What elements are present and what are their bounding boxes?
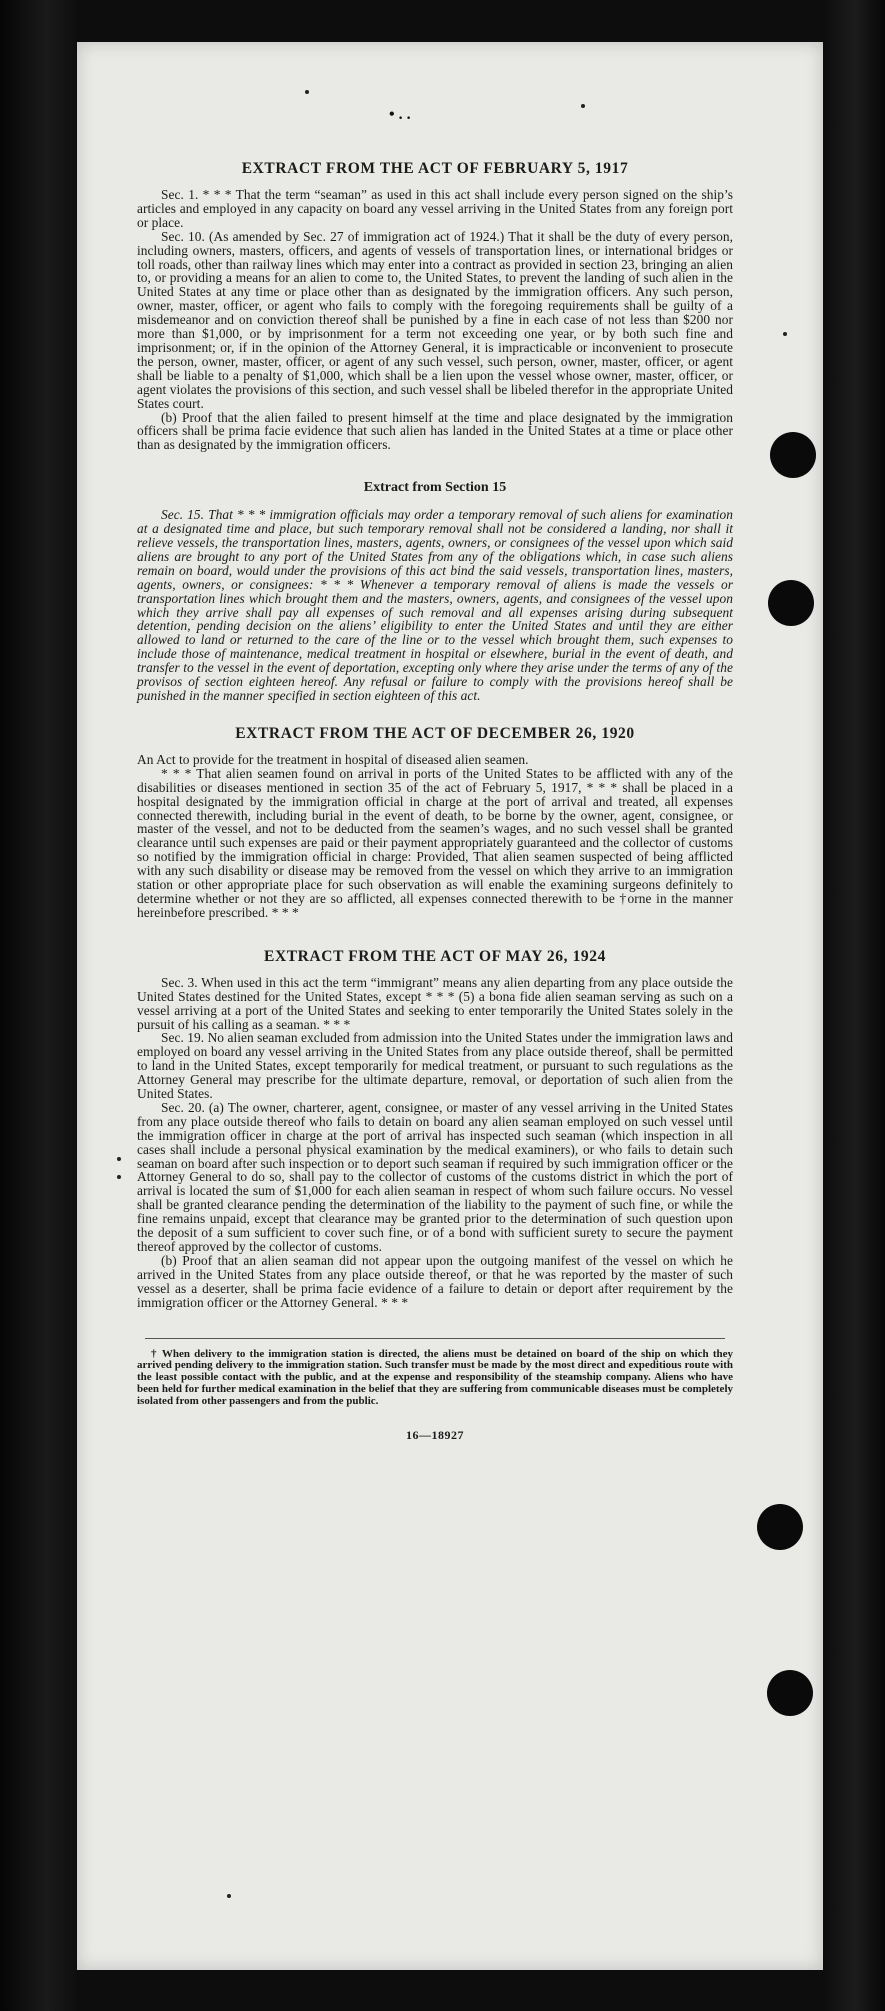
scan-speck [117, 1157, 121, 1161]
punch-hole-4 [767, 1670, 813, 1716]
footnote: † When delivery to the immigration station is directed, the aliens must be detained on board of the ship on which they arrived pending delivery to the immigration station. Such transfer must be made by the most direct and expeditious route with the least possible contact with the public, and at the expense and responsibility of the steamship company. Aliens who have been held for further medical examination in the belief that they are suffering from communicable diseases must be completely isolated from other passengers and from the public. [137, 1347, 733, 1407]
paragraph-sec-10-b: (b) Proof that the alien failed to present himself at the time and place designated by the immigration officers shall be prima facie evidence that such alien has landed in the United States at a time or place other than as designated by the immigration officers. [137, 409, 733, 453]
footnote-divider [145, 1338, 725, 1339]
section-act-1924 [137, 948, 733, 1310]
paragraph-act-1920-title: An Act to provide for the treatment in hospital of diseased alien seamen. [137, 751, 529, 767]
paragraph-sec-1: Sec. 1. * * * That the term “seaman” as used in this act shall include every person signed on the ship’s articles and employed in any capacity on board any vessel arriving in the United States from any foreign port or place. [137, 187, 733, 230]
print-code: 16—18927 [406, 1427, 464, 1442]
section-act-1917 [137, 160, 733, 452]
scan-speck [227, 1894, 231, 1898]
paragraph-sec-20: Sec. 20. (a) The owner, charterer, agent, consignee, or master of any vessel arriving in the United States from any place outside thereof who fails to detain on board any alien seaman employed on such vessel until the immigration officer in charge at the port of arrival has inspected such seaman (which inspection in all cases shall include a personal physical examination by the medical examiners), or who fails to detain such seaman on board after such inspection or to deport such seaman if required by such immigration officer or the Attorney General to do so, shall pay to the collector of customs of the customs district in which the port of arrival is located the sum of $1,000 for each alien seaman in respect of whom such failure occurs. No vessel shall be granted clearance pending the determination of the liability to the payment of such fine, or while the fine remains unpaid, except that clearance may be granted prior to the determination of such question upon the deposit of a sum sufficient to cover such fine, or of a bond with sufficient surety to secure the payment thereof approved by the collector of customs. [137, 1099, 733, 1254]
paragraph-act-1920-body: * * * That alien seamen found on arrival in ports of the United States to be afflicted with any of the disabilities or diseases mentioned in section 35 of the act of February 5, 1917, * * * shall be placed in a hospital designated by the immigration official in charge at the port of arrival and treated, all expenses connected therewith, including burial in the event of death, to be borne by the owner, agent, consignee, or master of the vessel, and not to be deducted from the seamen’s wages, and no such vessel shall be granted clearance until such expenses are paid or their payment appropriately guaranteed and the collector of customs so notified by the immigration official in charge: Provided, That alien seamen suspected of being afflicted with any such disability or disease may be removed from the vessel on which they arrive to an immigration station or other appropriate place for such observation as will enable the examining surgeons definitely to determine whether or not they are so afflicted, all expenses connected therewith to be †orne in the manner hereinbefore prescribed. * * * [137, 765, 733, 920]
section-act-1920 [137, 725, 733, 920]
heading-act-1920: EXTRACT FROM THE ACT OF DECEMBER 26, 1920 [235, 724, 635, 742]
document-page [77, 42, 823, 1970]
document-body [137, 160, 733, 1455]
heading-act-1917: EXTRACT FROM THE ACT OF FEBRUARY 5, 1917 [241, 160, 629, 177]
punch-hole-3 [757, 1504, 803, 1550]
paragraph-sec-10: Sec. 10. (As amended by Sec. 27 of immigration act of 1924.) That it shall be the duty of every person, including owners, masters, officers, and agents of vessels of transportation lines, or international bridges or toll roads, other than railway lines which may enter into a contract as provided in section 23, bringing an alien to, or providing a means for an alien to come to, the United States, to prevent the landing of such alien in the United States at any time or place other than as designated by the immigration officers. Any such person, owner, master, officer, or agent who fails to comply with the foregoing requirements shall be guilty of a misdemeanor and on conviction thereof shall be punished by a fine in each case of not less than $200 nor more than $1,000, or by imprisonment for a term not exceeding one year, or by both such fine and imprisonment; or, if in the opinion of the Attorney General, it is impracticable or inconvenient to prosecute the person, owner, master, officer, or agent of any such vessel, such person, owner, master, officer, or agent shall be liable to a penalty of $1,000, which shall be a lien upon the vessel whose owner, master, officer, or agent violates the provisions of this section, and such vessel shall be libeled therefor in the appropriate United States court. [137, 228, 733, 411]
paragraph-sec-15: Sec. 15. That * * * immigration officials may order a temporary removal of such aliens for examination at a designated time and place, but such temporary removal shall not be considered a landing, nor shall it relieve vessels, the transportation lines, masters, agents, owners, or consignees of the vessel upon which said aliens are brought to any port of the United States from any of the obligations which, in case such aliens remain on board, would under the provisions of this act bind the said vessels, transportation lines, masters, agents, owners, or consignees: * * * Whenever a temporary removal of aliens is made the vessels or transportation lines which brought them and the masters, owners, agents, and consignees of the vessel upon which they arrive shall pay all expenses of such removal and all expenses arising during subsequent detention, pending decision on the aliens’ eligibility to enter the United States and until they are either allowed to land or returned to the care of the line or to the vessel which brought them, such expenses to include those of maintenance, medical treatment in hospital or elsewhere, burial in the event of death, and transfer to the vessel in the event of deportation, excepting only where they arise under the terms of any of the provisos of section eighteen hereof. Any refusal or failure to comply with the provisions hereof shall be punished in the manner specified in section eighteen of this act. [137, 507, 733, 703]
scan-speck [305, 90, 309, 94]
top-marks: • . . [389, 106, 411, 123]
scan-border-right [825, 0, 885, 2011]
punch-hole-1 [770, 432, 816, 478]
heading-act-1924: EXTRACT FROM THE ACT OF MAY 26, 1924 [264, 947, 606, 965]
punch-hole-2 [768, 580, 814, 626]
scan-speck [783, 332, 787, 336]
paragraph-sec-20-b: (b) Proof that an alien seaman did not appear upon the outgoing manifest of the vessel on which he arrived in the United States from any place outside thereof, or that he was reported by the master of such vessel as a deserter, shall be prima facie evidence of a failure to detain or deport after requirement by the immigration officer or the Attorney General. * * * [137, 1252, 733, 1310]
scan-speck [117, 1175, 121, 1179]
scan-border-left [0, 0, 78, 2011]
paragraph-sec-3: Sec. 3. When used in this act the term “immigrant” means any alien departing from any place outside the United States destined for the United States, except * * * (5) a bona fide alien seaman serving as such on a vessel arriving at a port of the United States and seeking to enter temporarily the United States solely in the pursuit of his calling as a seaman. * * * [137, 974, 733, 1032]
subheading-section-15: Extract from Section 15 [363, 480, 507, 496]
scan-speck [581, 104, 585, 108]
paragraph-sec-19: Sec. 19. No alien seaman excluded from admission into the United States under the immigration laws and employed on board any vessel arriving in the United States from any place outside thereof, shall be permitted to land in the United States, except temporarily for medical treatment, or pursuant to such regulations as the Attorney General may prescribe for the ultimate departure, removal, or deportation of such alien from the United States. [137, 1030, 733, 1102]
section-15-extract [137, 480, 733, 703]
